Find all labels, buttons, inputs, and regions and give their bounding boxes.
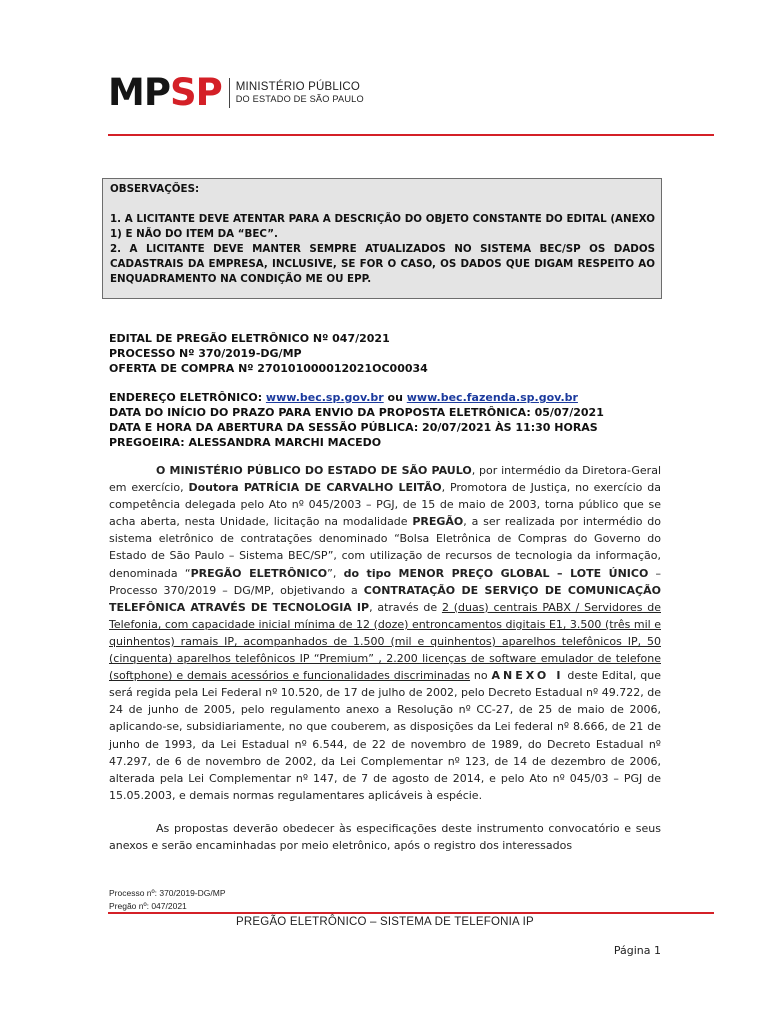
footer-rule xyxy=(108,912,714,914)
header-rule xyxy=(108,134,714,136)
text-segment: PREGÃO xyxy=(412,515,464,529)
body-text xyxy=(109,462,661,854)
logo-divider xyxy=(229,78,230,108)
observation-item-1: 1. A LICITANTE DEVE ATENTAR PARA A DESCRIÇÃO DO OBJETO CONSTANTE DO EDITAL (ANEXO 1) E NÃO DO ITEM DA “BEC”. xyxy=(110,213,655,240)
observations-title: OBSERVAÇÕES: xyxy=(110,183,200,195)
text-segment: deste Edital, que será regida pela Lei Federal nº 10.520, de 17 de julho de 2002, pelo Decreto Estadual nº 49.722, de 24 de junho de 2005, pelo regulamento anexo a Resolução nº CC-27, de 25 de maio de 2006, aplicando-se, subsidiariamente, no que couberem, as disposições da Lei federal nº 8.666, de 21 de junho de 1993, da Lei Estadual nº 6.544, de 22 de novembro de 1989, do Decreto Estadual nº 47.297, de 6 de novembro de 2002, da Lei Complementar nº 123, de 14 de dezembro de 2006, alterada pela Lei Complementar nº 147, de 7 de agosto de 2014, e pelo Ato nº 045/03 – PGJ de 15.05.2003, e demais normas regulamentares aplicáveis à espécie. xyxy=(109,669,661,802)
text-segment: ”, xyxy=(327,566,344,580)
text-segment: , Promotora de Justiça, no exercício da competência delegada pelo Ato nº 045/2003 – PGJ, de 15 de maio de 2003, torna público que se acha aberta, nesta Unidade, licitação na modalidade xyxy=(109,481,661,529)
footer-pregao: Pregão nº: 047/2021 xyxy=(109,901,187,911)
logo-sp: SP xyxy=(169,71,222,114)
text-segment: , por intermédio da Diretora-Geral em exercício, xyxy=(109,464,661,495)
page-number: Página 1 xyxy=(613,944,661,957)
bec-link[interactable]: www.bec.sp.gov.br xyxy=(265,391,384,404)
observation-item-2: 2. A LICITANTE DEVE MANTER SEMPRE ATUALIZADOS NO SISTEMA BEC/SP OS DADOS CADASTRAIS DA EMPRESA, INCLUSIVE, SE FOR O CASO, OS DADOS QUE DIGAM RESPEITO AO ENQUADRAMENTO NA CONDIÇÃO ME OU EPP. xyxy=(110,243,655,285)
bec-fazenda-link[interactable]: www.bec.fazenda.sp.gov.br xyxy=(406,391,578,404)
endereco-label: ENDEREÇO ELETRÔNICO: xyxy=(109,391,266,404)
text-segment: , a ser realizada por intermédio do sistema eletrônico de contratações denominado “Bolsa Eletrônica de Compras do Governo do Estado de São Paulo – Sistema BEC/SP”, com utilização de recursos de tecnologia da informação, denominada “ xyxy=(109,515,661,580)
text-segment-underlined: 2 (duas) centrais PABX / Servidores de Telefonia, com capacidade inicial mínima de 12 (doze) entroncamentos digitais E1, 3.500 (três mil e quinhentos) ramais IP, acompanhados de 1.500 (mil e quinhentos) aparelhos telefônicos IP, 50 (cinquenta) aparelhos telefônicos IP “Premium” , 2.200 licenças de software emulador de telefone (softphone) e demais acessórios e funcionalidades discriminadas xyxy=(109,600,661,683)
data-inicio-prazo: DATA DO INÍCIO DO PRAZO PARA ENVIO DA PROPOSTA ELETRÔNICA: 05/07/2021 xyxy=(109,406,604,419)
text-segment: no xyxy=(470,669,492,683)
text-segment: PREGÃO ELETRÔNICO xyxy=(190,566,328,580)
paragraph-1 xyxy=(109,462,661,804)
logo-mp: MP xyxy=(108,71,170,114)
oferta-compra: OFERTA DE COMPRA Nº 270101000012021OC00034 xyxy=(109,362,428,375)
text-segment: Doutora PATRÍCIA DE CARVALHO LEITÃO xyxy=(188,481,442,495)
paragraph-2: As propostas deverão obedecer às especificações deste instrumento convocatório e seus anexos e serão encaminhadas por meio eletrônico, após o registro dos interessados xyxy=(109,821,661,852)
text-segment: CONTRATAÇÃO DE SERVIÇO DE COMUNICAÇÃO TELEFÔNICA ATRAVÉS DE TECNOLOGIA IP xyxy=(109,583,661,614)
processo-number: PROCESSO Nº 370/2019-DG/MP xyxy=(109,347,302,360)
endereco-eletronico xyxy=(109,390,604,405)
text-segment: , através de xyxy=(369,600,442,614)
text-segment: – Processo 370/2019 – DG/MP, objetivando a xyxy=(109,566,662,597)
org-name-line2: DO ESTADO DE SÃO PAULO xyxy=(235,94,364,104)
anexo-reference: ANEXO I xyxy=(491,669,564,683)
footer-title: PREGÃO ELETRÔNICO – SISTEMA DE TELEFONIA IP xyxy=(236,916,534,928)
logo-text xyxy=(236,81,364,105)
logo-mark xyxy=(108,71,222,114)
text-segment: do tipo MENOR PREÇO GLOBAL – LOTE ÚNICO xyxy=(343,566,649,580)
pregoeira: PREGOEIRA: ALESSANDRA MARCHI MACEDO xyxy=(109,436,382,449)
edital-header xyxy=(109,331,428,376)
footer-processo: Processo nº: 370/2019-DG/MP xyxy=(109,888,226,898)
mpsp-logo xyxy=(108,71,364,114)
org-name-line1: MINISTÉRIO PÚBLICO xyxy=(235,81,361,93)
text-segment: O MINISTÉRIO PÚBLICO DO ESTADO DE SÃO PAULO xyxy=(156,464,472,477)
data-abertura-sessao: DATA E HORA DA ABERTURA DA SESSÃO PÚBLICA: 20/07/2021 ÀS 11:30 HORAS xyxy=(109,421,598,434)
edital-number: EDITAL DE PREGÃO ELETRÔNICO Nº 047/2021 xyxy=(109,332,390,345)
observations-box xyxy=(102,178,662,299)
edital-details xyxy=(109,390,604,450)
ou-text: ou xyxy=(383,391,407,404)
